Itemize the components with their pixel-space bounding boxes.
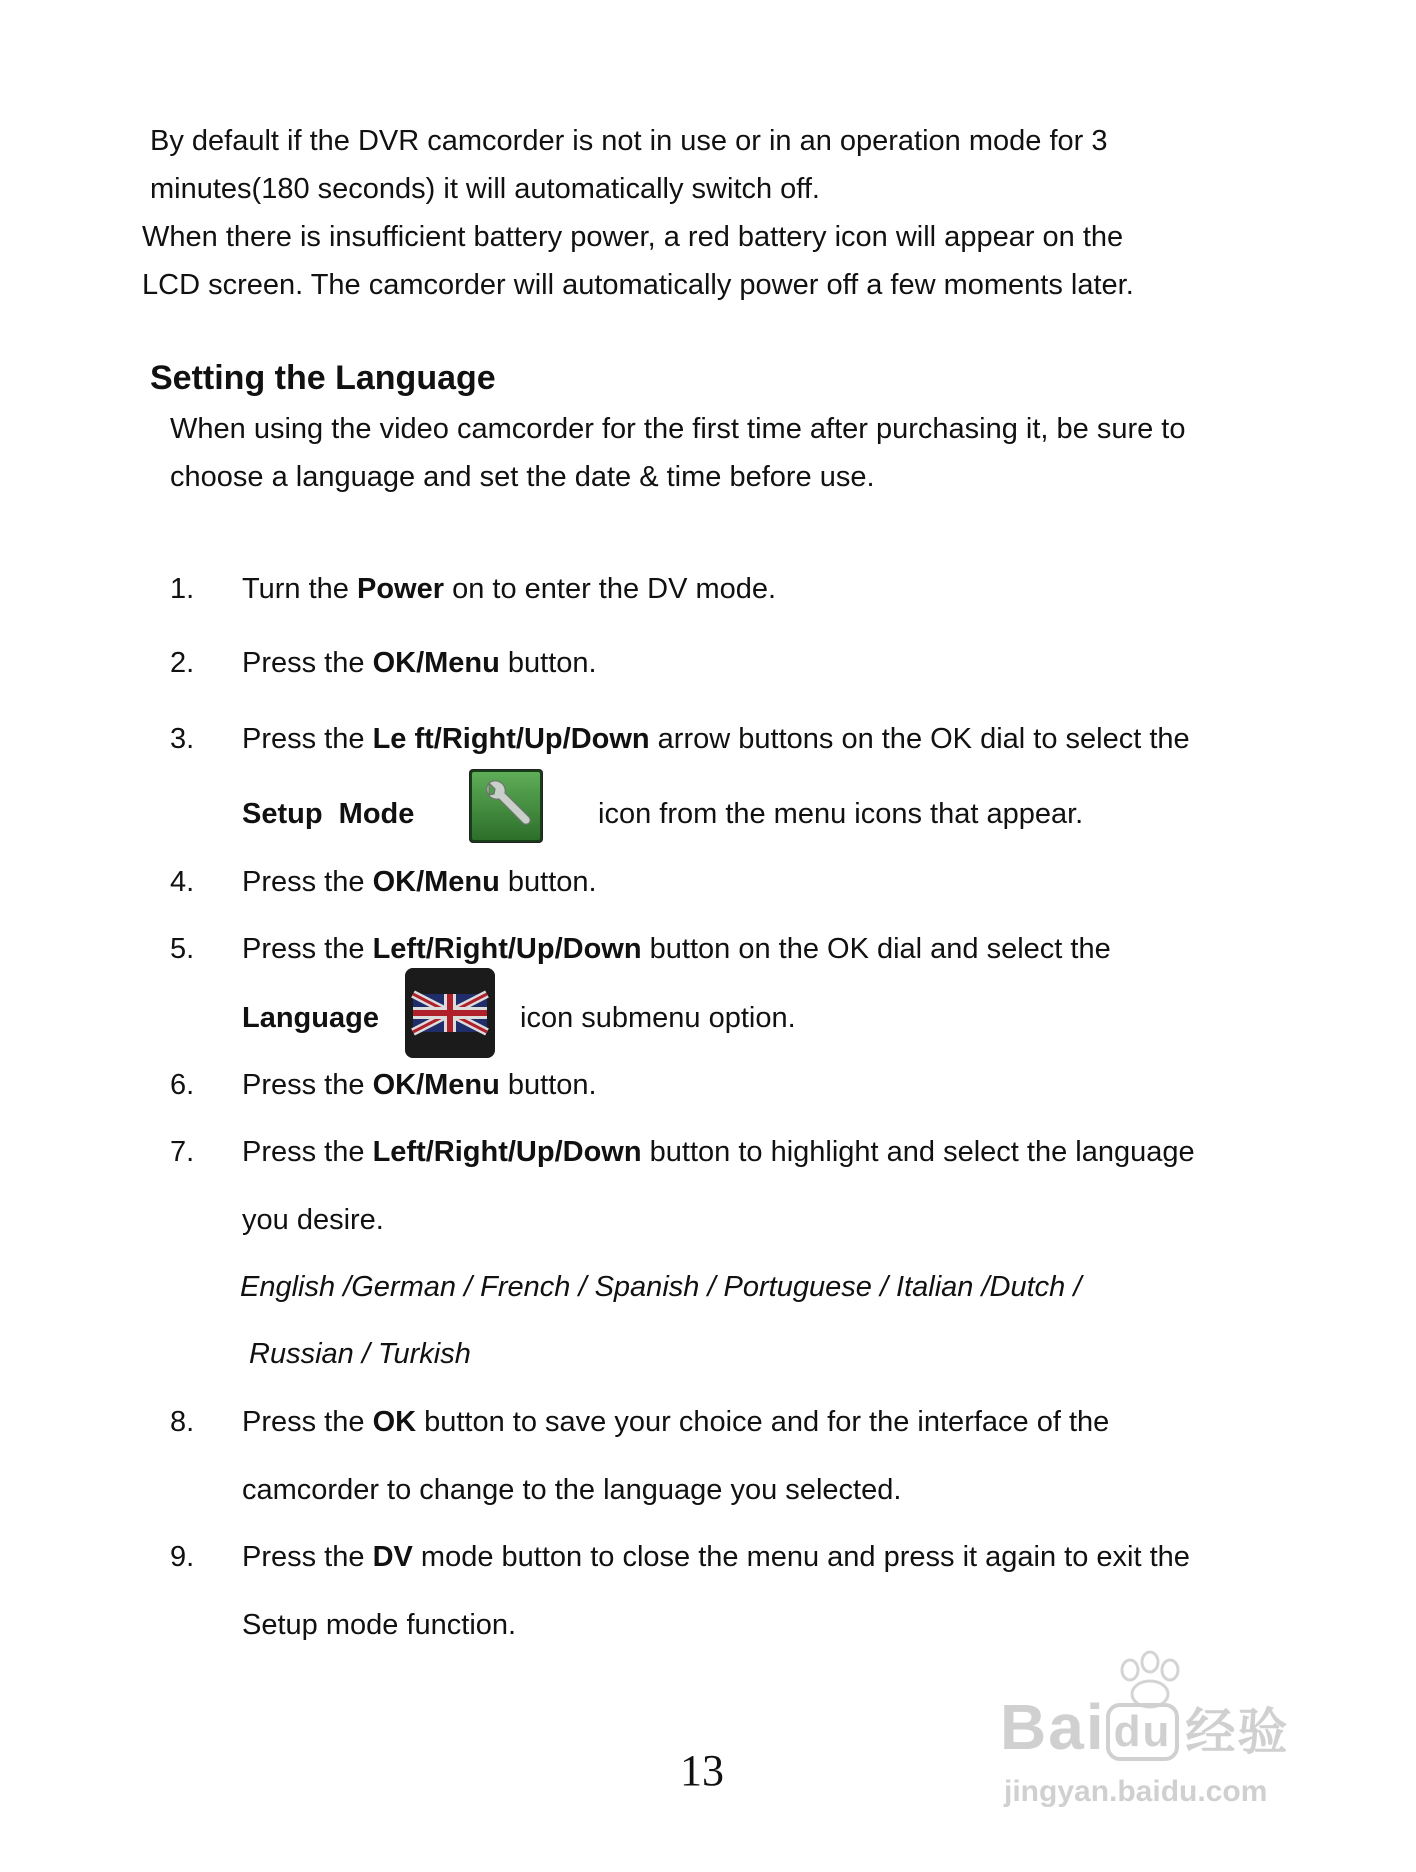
step-number: 2. — [170, 647, 195, 679]
step-cont-label: Language — [242, 1002, 379, 1034]
step-text: Press the Left/Right/Up/Down button on the OK dial and select the — [242, 933, 1111, 965]
step-text: Press the DV mode button to close the menu and press it again to exit the — [242, 1541, 1190, 1573]
watermark-brand: Bai — [1000, 1691, 1106, 1763]
step-text: Press the OK/Menu button. — [242, 647, 597, 679]
step-cont-label: Setup Mode — [242, 798, 415, 830]
intro-line-1: By default if the DVR camcorder is not in use or in an operation mode for 3 — [150, 125, 1108, 157]
watermark-url: jingyan.baidu.com — [1004, 1775, 1268, 1808]
wrench-icon — [469, 769, 543, 843]
watermark-cn: 经验 — [1185, 1704, 1290, 1760]
step-text: Press the OK/Menu button. — [242, 1069, 597, 1101]
watermark-brand-2: du — [1106, 1703, 1180, 1761]
step-cont-text: camcorder to change to the language you selected. — [242, 1474, 902, 1506]
step-number: 4. — [170, 866, 195, 898]
uk-flag-icon — [405, 968, 495, 1058]
intro-line-3: When there is insufficient battery power, a red battery icon will appear on the — [142, 221, 1124, 253]
step-text: Press the OK button to save your choice and for the interface of the — [242, 1406, 1110, 1438]
step-cont-text: icon from the menu icons that appear. — [598, 798, 1084, 830]
language-list-line-2: Russian / Turkish — [249, 1338, 471, 1370]
section-intro-line-2: choose a language and set the date & time before use. — [170, 461, 875, 493]
step-number: 5. — [170, 933, 195, 965]
section-intro-line-1: When using the video camcorder for the first time after purchasing it, be sure to — [170, 413, 1186, 445]
step-text: Press the OK/Menu button. — [242, 866, 597, 898]
step-number: 7. — [170, 1136, 195, 1168]
step-text: Press the Left/Right/Up/Down button to highlight and select the language — [242, 1136, 1195, 1168]
step-number: 9. — [170, 1541, 195, 1573]
step-number: 6. — [170, 1069, 195, 1101]
step-cont-text: Setup mode function. — [242, 1609, 517, 1641]
step-cont-text: you desire. — [242, 1204, 384, 1236]
step-text: Turn the Power on to enter the DV mode. — [242, 573, 777, 605]
intro-line-2: minutes(180 seconds) it will automatically switch off. — [150, 173, 820, 205]
step-number: 8. — [170, 1406, 195, 1438]
step-cont-text: icon submenu option. — [520, 1002, 796, 1034]
section-heading: Setting the Language — [150, 359, 496, 397]
step-number: 1. — [170, 573, 195, 605]
intro-line-4: LCD screen. The camcorder will automatically power off a few moments later. — [142, 269, 1134, 301]
language-list-line-1: English /German / French / Spanish / Portuguese / Italian /Dutch / — [240, 1271, 1082, 1303]
step-text: Press the Le ft/Right/Up/Down arrow buttons on the OK dial to select the — [242, 723, 1190, 755]
step-number: 3. — [170, 723, 195, 755]
baidu-watermark — [1000, 1650, 1330, 1820]
page-number: 13 — [680, 1746, 724, 1795]
